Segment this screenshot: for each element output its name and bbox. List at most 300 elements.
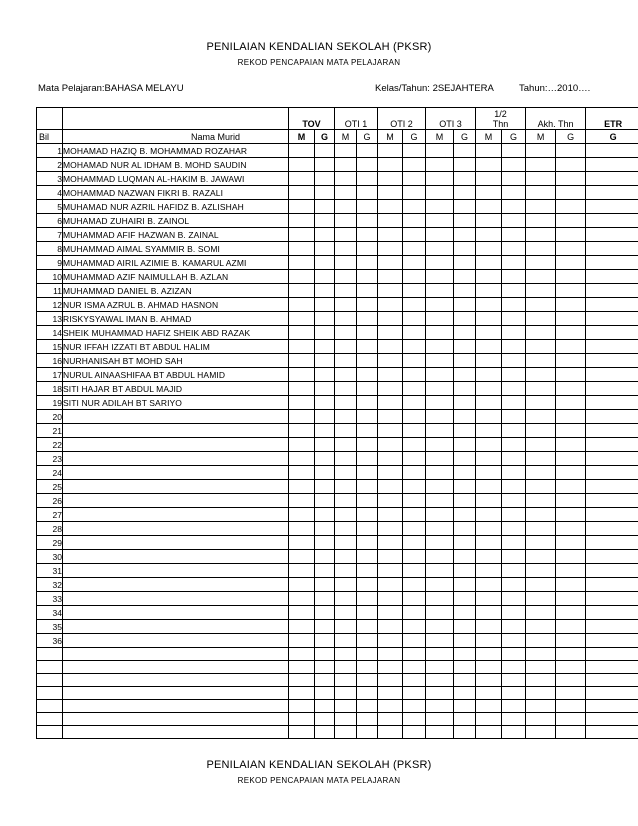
score-cell[interactable] xyxy=(315,536,335,550)
score-cell[interactable] xyxy=(403,564,426,578)
score-cell[interactable] xyxy=(335,312,357,326)
score-cell[interactable] xyxy=(315,340,335,354)
score-cell[interactable] xyxy=(586,578,638,592)
score-cell[interactable] xyxy=(556,396,586,410)
score-cell[interactable] xyxy=(335,284,357,298)
blank-cell[interactable] xyxy=(426,674,454,687)
score-cell[interactable] xyxy=(426,172,454,186)
score-cell[interactable] xyxy=(556,158,586,172)
student-name-cell[interactable]: MOHAMMAD LUQMAN AL-HAKIM B. JAWAWI xyxy=(63,172,289,186)
score-cell[interactable] xyxy=(426,256,454,270)
score-cell[interactable] xyxy=(502,424,526,438)
score-cell[interactable] xyxy=(586,634,638,648)
score-cell[interactable] xyxy=(289,214,315,228)
blank-cell[interactable] xyxy=(526,726,556,739)
score-cell[interactable] xyxy=(378,424,403,438)
score-cell[interactable] xyxy=(502,452,526,466)
score-cell[interactable] xyxy=(526,634,556,648)
score-cell[interactable] xyxy=(476,340,502,354)
score-cell[interactable] xyxy=(289,578,315,592)
score-cell[interactable] xyxy=(586,508,638,522)
score-cell[interactable] xyxy=(502,144,526,158)
score-cell[interactable] xyxy=(476,144,502,158)
score-cell[interactable] xyxy=(526,620,556,634)
blank-cell[interactable] xyxy=(335,700,357,713)
score-cell[interactable] xyxy=(454,508,476,522)
score-cell[interactable] xyxy=(403,326,426,340)
score-cell[interactable] xyxy=(502,480,526,494)
score-cell[interactable] xyxy=(357,242,378,256)
blank-cell[interactable] xyxy=(476,648,502,661)
score-cell[interactable] xyxy=(289,158,315,172)
score-cell[interactable] xyxy=(378,256,403,270)
student-name-cell[interactable] xyxy=(63,634,289,648)
score-cell[interactable] xyxy=(476,620,502,634)
score-cell[interactable] xyxy=(526,606,556,620)
score-cell[interactable] xyxy=(454,326,476,340)
blank-cell[interactable] xyxy=(378,648,403,661)
score-cell[interactable] xyxy=(526,312,556,326)
score-cell[interactable] xyxy=(289,270,315,284)
score-cell[interactable] xyxy=(476,480,502,494)
blank-cell[interactable] xyxy=(63,700,289,713)
score-cell[interactable] xyxy=(357,438,378,452)
score-cell[interactable] xyxy=(403,172,426,186)
score-cell[interactable] xyxy=(335,564,357,578)
score-cell[interactable] xyxy=(403,522,426,536)
score-cell[interactable] xyxy=(426,578,454,592)
score-cell[interactable] xyxy=(315,200,335,214)
score-cell[interactable] xyxy=(526,172,556,186)
blank-cell[interactable] xyxy=(378,674,403,687)
score-cell[interactable] xyxy=(426,298,454,312)
score-cell[interactable] xyxy=(335,326,357,340)
score-cell[interactable] xyxy=(335,578,357,592)
student-name-cell[interactable] xyxy=(63,452,289,466)
score-cell[interactable] xyxy=(502,284,526,298)
score-cell[interactable] xyxy=(335,144,357,158)
score-cell[interactable] xyxy=(335,536,357,550)
score-cell[interactable] xyxy=(335,522,357,536)
score-cell[interactable] xyxy=(556,270,586,284)
blank-cell[interactable] xyxy=(526,648,556,661)
score-cell[interactable] xyxy=(454,368,476,382)
score-cell[interactable] xyxy=(502,200,526,214)
score-cell[interactable] xyxy=(586,424,638,438)
student-name-cell[interactable]: MUHAMAD ZUHAIRI B. ZAINOL xyxy=(63,214,289,228)
score-cell[interactable] xyxy=(502,340,526,354)
score-cell[interactable] xyxy=(454,312,476,326)
score-cell[interactable] xyxy=(476,158,502,172)
score-cell[interactable] xyxy=(378,564,403,578)
score-cell[interactable] xyxy=(315,606,335,620)
score-cell[interactable] xyxy=(502,158,526,172)
score-cell[interactable] xyxy=(556,452,586,466)
score-cell[interactable] xyxy=(403,578,426,592)
score-cell[interactable] xyxy=(403,592,426,606)
score-cell[interactable] xyxy=(378,326,403,340)
score-cell[interactable] xyxy=(335,200,357,214)
score-cell[interactable] xyxy=(454,634,476,648)
score-cell[interactable] xyxy=(454,620,476,634)
student-name-cell[interactable]: MOHAMAD NUR AL IDHAM B. MOHD SAUDIN xyxy=(63,158,289,172)
score-cell[interactable] xyxy=(357,340,378,354)
score-cell[interactable] xyxy=(378,606,403,620)
score-cell[interactable] xyxy=(315,592,335,606)
score-cell[interactable] xyxy=(556,550,586,564)
student-name-cell[interactable] xyxy=(63,592,289,606)
score-cell[interactable] xyxy=(335,158,357,172)
score-cell[interactable] xyxy=(454,172,476,186)
score-cell[interactable] xyxy=(426,550,454,564)
score-cell[interactable] xyxy=(378,494,403,508)
score-cell[interactable] xyxy=(502,312,526,326)
blank-cell[interactable] xyxy=(502,726,526,739)
score-cell[interactable] xyxy=(586,522,638,536)
score-cell[interactable] xyxy=(526,256,556,270)
blank-cell[interactable] xyxy=(63,687,289,700)
score-cell[interactable] xyxy=(289,424,315,438)
score-cell[interactable] xyxy=(586,228,638,242)
score-cell[interactable] xyxy=(378,354,403,368)
score-cell[interactable] xyxy=(502,522,526,536)
student-name-cell[interactable] xyxy=(63,494,289,508)
student-name-cell[interactable] xyxy=(63,438,289,452)
score-cell[interactable] xyxy=(403,452,426,466)
score-cell[interactable] xyxy=(289,550,315,564)
score-cell[interactable] xyxy=(426,592,454,606)
score-cell[interactable] xyxy=(315,410,335,424)
blank-cell[interactable] xyxy=(289,674,315,687)
score-cell[interactable] xyxy=(556,340,586,354)
score-cell[interactable] xyxy=(556,326,586,340)
score-cell[interactable] xyxy=(357,452,378,466)
score-cell[interactable] xyxy=(556,312,586,326)
score-cell[interactable] xyxy=(502,396,526,410)
score-cell[interactable] xyxy=(586,298,638,312)
score-cell[interactable] xyxy=(526,522,556,536)
score-cell[interactable] xyxy=(357,578,378,592)
blank-cell[interactable] xyxy=(586,726,638,739)
student-name-cell[interactable]: NUR ISMA AZRUL B. AHMAD HASNON xyxy=(63,298,289,312)
score-cell[interactable] xyxy=(357,480,378,494)
score-cell[interactable] xyxy=(315,452,335,466)
blank-cell[interactable] xyxy=(357,726,378,739)
score-cell[interactable] xyxy=(476,438,502,452)
score-cell[interactable] xyxy=(335,494,357,508)
blank-cell[interactable] xyxy=(426,687,454,700)
student-name-cell[interactable]: NURUL AINAASHIFAA BT ABDUL HAMID xyxy=(63,368,289,382)
blank-cell[interactable] xyxy=(289,700,315,713)
score-cell[interactable] xyxy=(454,298,476,312)
score-cell[interactable] xyxy=(378,158,403,172)
score-cell[interactable] xyxy=(454,438,476,452)
score-cell[interactable] xyxy=(586,340,638,354)
blank-cell[interactable] xyxy=(502,687,526,700)
score-cell[interactable] xyxy=(335,466,357,480)
blank-cell[interactable] xyxy=(426,700,454,713)
score-cell[interactable] xyxy=(502,214,526,228)
score-cell[interactable] xyxy=(586,326,638,340)
student-name-cell[interactable]: MOHAMAD HAZIQ B. MOHAMMAD ROZAHAR xyxy=(63,144,289,158)
score-cell[interactable] xyxy=(426,312,454,326)
score-cell[interactable] xyxy=(426,452,454,466)
score-cell[interactable] xyxy=(315,172,335,186)
score-cell[interactable] xyxy=(426,424,454,438)
score-cell[interactable] xyxy=(335,438,357,452)
score-cell[interactable] xyxy=(526,382,556,396)
score-cell[interactable] xyxy=(357,172,378,186)
score-cell[interactable] xyxy=(556,438,586,452)
score-cell[interactable] xyxy=(502,466,526,480)
blank-cell[interactable] xyxy=(378,726,403,739)
score-cell[interactable] xyxy=(526,200,556,214)
score-cell[interactable] xyxy=(403,214,426,228)
score-cell[interactable] xyxy=(335,424,357,438)
blank-cell[interactable] xyxy=(37,661,63,674)
score-cell[interactable] xyxy=(556,298,586,312)
score-cell[interactable] xyxy=(315,508,335,522)
score-cell[interactable] xyxy=(357,466,378,480)
score-cell[interactable] xyxy=(476,228,502,242)
score-cell[interactable] xyxy=(357,564,378,578)
score-cell[interactable] xyxy=(426,158,454,172)
score-cell[interactable] xyxy=(454,396,476,410)
score-cell[interactable] xyxy=(315,312,335,326)
blank-cell[interactable] xyxy=(63,726,289,739)
student-name-cell[interactable]: MUHAMAD NUR AZRIL HAFIDZ B. AZLISHAH xyxy=(63,200,289,214)
score-cell[interactable] xyxy=(315,242,335,256)
score-cell[interactable] xyxy=(426,354,454,368)
score-cell[interactable] xyxy=(502,620,526,634)
score-cell[interactable] xyxy=(454,186,476,200)
student-name-cell[interactable] xyxy=(63,620,289,634)
score-cell[interactable] xyxy=(454,466,476,480)
student-name-cell[interactable]: RISKYSYAWAL IMAN B. AHMAD xyxy=(63,312,289,326)
score-cell[interactable] xyxy=(502,298,526,312)
student-name-cell[interactable]: SITI HAJAR BT ABDUL MAJID xyxy=(63,382,289,396)
score-cell[interactable] xyxy=(586,452,638,466)
score-cell[interactable] xyxy=(426,396,454,410)
score-cell[interactable] xyxy=(335,410,357,424)
score-cell[interactable] xyxy=(289,200,315,214)
score-cell[interactable] xyxy=(556,424,586,438)
score-cell[interactable] xyxy=(315,326,335,340)
blank-cell[interactable] xyxy=(526,713,556,726)
score-cell[interactable] xyxy=(556,186,586,200)
blank-cell[interactable] xyxy=(403,648,426,661)
score-cell[interactable] xyxy=(586,270,638,284)
score-cell[interactable] xyxy=(426,606,454,620)
score-cell[interactable] xyxy=(315,634,335,648)
blank-cell[interactable] xyxy=(454,700,476,713)
blank-cell[interactable] xyxy=(63,674,289,687)
student-name-cell[interactable]: MOHAMMAD NAZWAN FIKRI B. RAZALI xyxy=(63,186,289,200)
score-cell[interactable] xyxy=(556,368,586,382)
score-cell[interactable] xyxy=(526,242,556,256)
score-cell[interactable] xyxy=(315,298,335,312)
score-cell[interactable] xyxy=(556,284,586,298)
blank-cell[interactable] xyxy=(357,674,378,687)
score-cell[interactable] xyxy=(586,536,638,550)
blank-cell[interactable] xyxy=(63,661,289,674)
score-cell[interactable] xyxy=(357,424,378,438)
score-cell[interactable] xyxy=(335,172,357,186)
score-cell[interactable] xyxy=(403,312,426,326)
blank-cell[interactable] xyxy=(335,674,357,687)
blank-cell[interactable] xyxy=(315,726,335,739)
blank-cell[interactable] xyxy=(454,687,476,700)
score-cell[interactable] xyxy=(378,144,403,158)
student-name-cell[interactable] xyxy=(63,410,289,424)
score-cell[interactable] xyxy=(454,200,476,214)
score-cell[interactable] xyxy=(526,550,556,564)
score-cell[interactable] xyxy=(335,592,357,606)
score-cell[interactable] xyxy=(426,326,454,340)
score-cell[interactable] xyxy=(476,354,502,368)
score-cell[interactable] xyxy=(556,578,586,592)
student-name-cell[interactable] xyxy=(63,606,289,620)
blank-cell[interactable] xyxy=(335,661,357,674)
score-cell[interactable] xyxy=(378,270,403,284)
blank-cell[interactable] xyxy=(403,661,426,674)
blank-cell[interactable] xyxy=(378,687,403,700)
blank-cell[interactable] xyxy=(454,674,476,687)
score-cell[interactable] xyxy=(289,438,315,452)
blank-cell[interactable] xyxy=(335,726,357,739)
score-cell[interactable] xyxy=(403,466,426,480)
score-cell[interactable] xyxy=(526,354,556,368)
score-cell[interactable] xyxy=(378,312,403,326)
blank-cell[interactable] xyxy=(502,700,526,713)
score-cell[interactable] xyxy=(357,368,378,382)
score-cell[interactable] xyxy=(335,298,357,312)
score-cell[interactable] xyxy=(556,508,586,522)
score-cell[interactable] xyxy=(526,326,556,340)
score-cell[interactable] xyxy=(454,564,476,578)
score-cell[interactable] xyxy=(357,256,378,270)
score-cell[interactable] xyxy=(586,242,638,256)
score-cell[interactable] xyxy=(526,270,556,284)
score-cell[interactable] xyxy=(289,606,315,620)
score-cell[interactable] xyxy=(454,550,476,564)
student-name-cell[interactable] xyxy=(63,424,289,438)
score-cell[interactable] xyxy=(403,284,426,298)
score-cell[interactable] xyxy=(586,438,638,452)
score-cell[interactable] xyxy=(502,578,526,592)
score-cell[interactable] xyxy=(586,172,638,186)
student-name-cell[interactable] xyxy=(63,480,289,494)
score-cell[interactable] xyxy=(502,606,526,620)
score-cell[interactable] xyxy=(526,508,556,522)
score-cell[interactable] xyxy=(357,410,378,424)
blank-cell[interactable] xyxy=(378,700,403,713)
score-cell[interactable] xyxy=(403,158,426,172)
blank-cell[interactable] xyxy=(403,687,426,700)
score-cell[interactable] xyxy=(357,354,378,368)
score-cell[interactable] xyxy=(426,564,454,578)
score-cell[interactable] xyxy=(454,354,476,368)
score-cell[interactable] xyxy=(335,354,357,368)
blank-cell[interactable] xyxy=(556,700,586,713)
score-cell[interactable] xyxy=(315,466,335,480)
score-cell[interactable] xyxy=(289,452,315,466)
blank-cell[interactable] xyxy=(403,713,426,726)
score-cell[interactable] xyxy=(526,158,556,172)
blank-cell[interactable] xyxy=(63,713,289,726)
score-cell[interactable] xyxy=(426,340,454,354)
score-cell[interactable] xyxy=(476,368,502,382)
score-cell[interactable] xyxy=(403,536,426,550)
blank-cell[interactable] xyxy=(476,674,502,687)
score-cell[interactable] xyxy=(315,284,335,298)
score-cell[interactable] xyxy=(454,256,476,270)
score-cell[interactable] xyxy=(426,466,454,480)
score-cell[interactable] xyxy=(586,214,638,228)
score-cell[interactable] xyxy=(502,564,526,578)
score-cell[interactable] xyxy=(426,382,454,396)
blank-cell[interactable] xyxy=(357,661,378,674)
score-cell[interactable] xyxy=(378,298,403,312)
score-cell[interactable] xyxy=(454,424,476,438)
score-cell[interactable] xyxy=(502,508,526,522)
score-cell[interactable] xyxy=(357,592,378,606)
blank-cell[interactable] xyxy=(586,648,638,661)
score-cell[interactable] xyxy=(502,354,526,368)
score-cell[interactable] xyxy=(403,396,426,410)
blank-cell[interactable] xyxy=(315,661,335,674)
blank-cell[interactable] xyxy=(586,700,638,713)
score-cell[interactable] xyxy=(502,270,526,284)
score-cell[interactable] xyxy=(556,564,586,578)
score-cell[interactable] xyxy=(556,214,586,228)
score-cell[interactable] xyxy=(502,228,526,242)
student-name-cell[interactable] xyxy=(63,564,289,578)
blank-cell[interactable] xyxy=(37,726,63,739)
score-cell[interactable] xyxy=(403,242,426,256)
score-cell[interactable] xyxy=(454,452,476,466)
score-cell[interactable] xyxy=(335,214,357,228)
score-cell[interactable] xyxy=(526,592,556,606)
score-cell[interactable] xyxy=(526,494,556,508)
score-cell[interactable] xyxy=(526,228,556,242)
score-cell[interactable] xyxy=(403,200,426,214)
score-cell[interactable] xyxy=(502,186,526,200)
score-cell[interactable] xyxy=(335,228,357,242)
score-cell[interactable] xyxy=(335,508,357,522)
score-cell[interactable] xyxy=(289,256,315,270)
score-cell[interactable] xyxy=(502,410,526,424)
student-name-cell[interactable]: MUHAMMAD AIMAL SYAMMIR B. SOMI xyxy=(63,242,289,256)
score-cell[interactable] xyxy=(502,550,526,564)
score-cell[interactable] xyxy=(556,634,586,648)
score-cell[interactable] xyxy=(289,396,315,410)
score-cell[interactable] xyxy=(315,368,335,382)
blank-cell[interactable] xyxy=(556,713,586,726)
student-name-cell[interactable] xyxy=(63,508,289,522)
score-cell[interactable] xyxy=(476,410,502,424)
blank-cell[interactable] xyxy=(37,674,63,687)
score-cell[interactable] xyxy=(378,634,403,648)
score-cell[interactable] xyxy=(315,620,335,634)
score-cell[interactable] xyxy=(315,424,335,438)
score-cell[interactable] xyxy=(476,606,502,620)
blank-cell[interactable] xyxy=(526,661,556,674)
score-cell[interactable] xyxy=(357,228,378,242)
score-cell[interactable] xyxy=(289,466,315,480)
score-cell[interactable] xyxy=(403,410,426,424)
score-cell[interactable] xyxy=(315,522,335,536)
